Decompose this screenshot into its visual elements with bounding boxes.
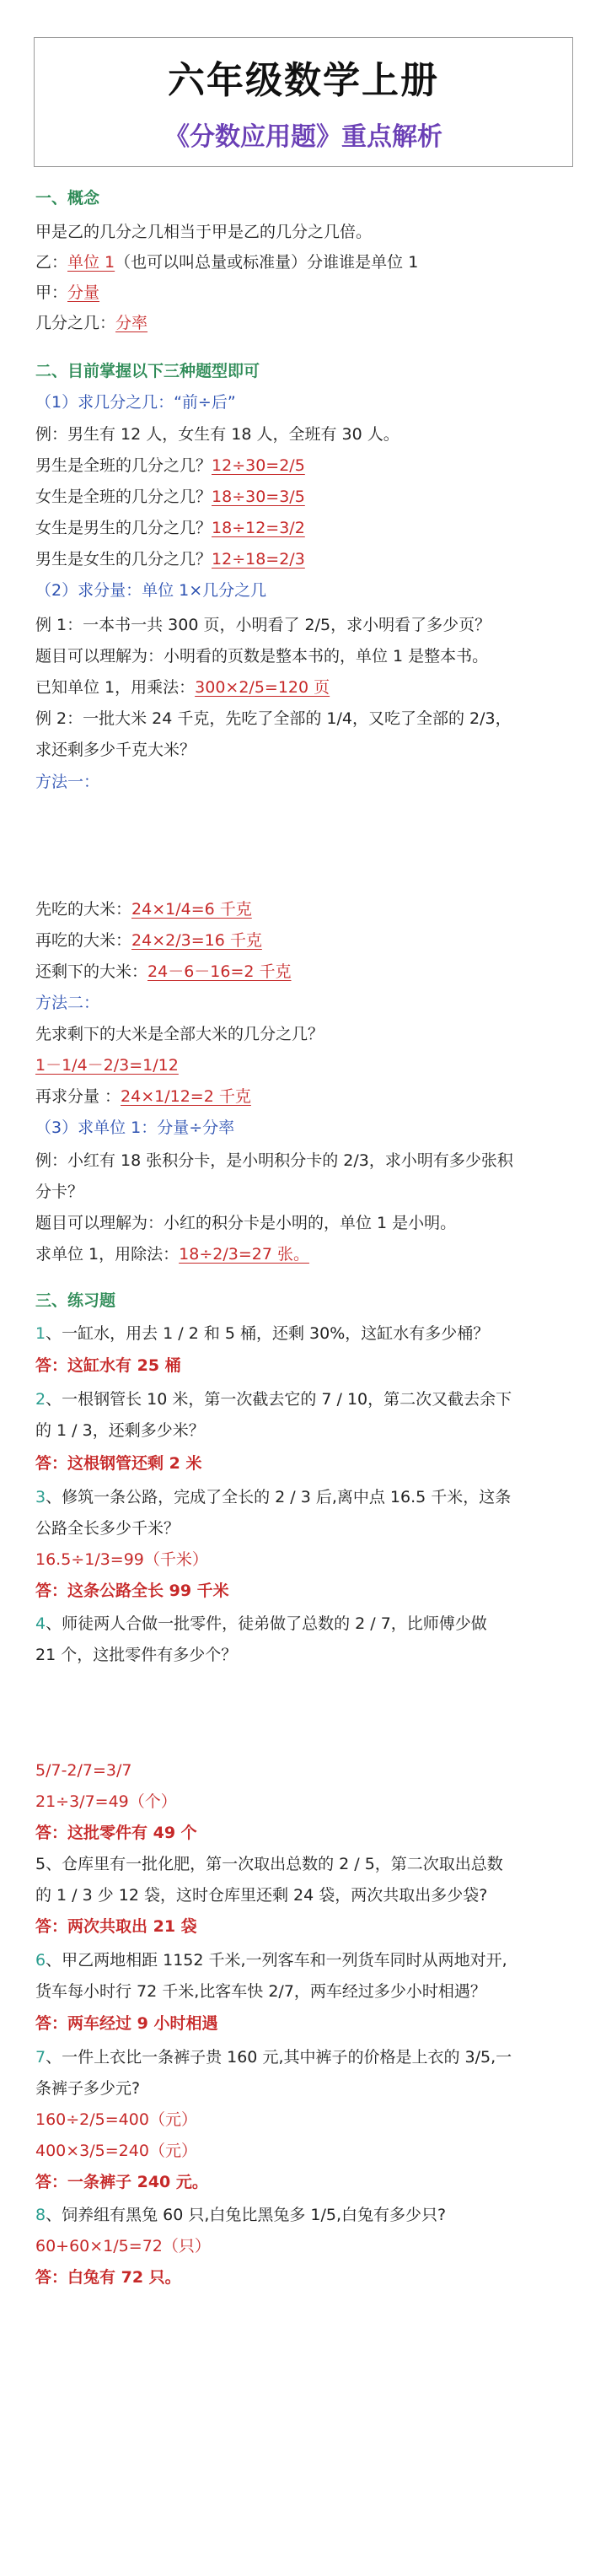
problem-4-calc-1: 5/7-2/7=3/7 — [35, 1761, 132, 1780]
method2-line-1: 先求剩下的大米是全部大米的几分之几？ — [35, 1025, 324, 1043]
type1-example: 例：男生有 12 人，女生有 18 人，全班有 30 人。 — [35, 425, 400, 444]
problem-7: 7、一件上衣比一条裤子贵 160 元,其中裤子的价格是上衣的 3/5,一 — [35, 2048, 512, 2067]
method1-line-3: 还剩下的大米：24－6－16=2 千克 — [35, 962, 292, 981]
problem-4-cont: 21 个，这批零件有多少个？ — [35, 1646, 238, 1664]
type3-solution: 求单位 1，用除法：18÷2/3=27 张。 — [35, 1245, 309, 1264]
concept-line-1: 甲是乙的几分之几相当于甲是乙的几分之几倍。 — [35, 223, 373, 241]
problem-7-cont: 条裤子多少元? — [35, 2079, 141, 2098]
concept-line-2: 乙：单位 1（也可以叫总量或标准量）分谁谁是单位 1 — [35, 253, 419, 272]
page-title: 六年级数学上册 — [168, 59, 439, 102]
page-subtitle: 《分数应用题》重点解析 — [164, 122, 442, 152]
type2-example1: 例 1：一本书一共 300 页，小明看了 2/5，求小明看了多少页？ — [35, 616, 491, 634]
method1-line-2: 再吃的大米：24×2/3=16 千克 — [35, 931, 262, 950]
problem-7-calc-2: 400×3/5=240（元） — [35, 2142, 197, 2160]
term-part: 分量 — [67, 283, 100, 302]
problem-4: 4、师徒两人合做一批零件，徒弟做了总数的 2 / 7，比师傅少做 — [35, 1614, 487, 1633]
type1-question-2: 女生是全班的几分之几？18÷30=3/5 — [35, 488, 305, 506]
type1-question-4: 男生是女生的几分之几？12÷18=2/3 — [35, 550, 305, 569]
type2-title: （2）求分量：单位 1×几分之几 — [35, 581, 267, 600]
concept-line-3: 甲：分量 — [35, 283, 100, 302]
problem-1-answer: 答：这缸水有 25 桶 — [35, 1356, 181, 1375]
problem-2: 2、一根钢管长 10 米，第一次截去它的 7 / 10，第二次又截去余下 — [35, 1390, 512, 1409]
problem-4-calc-2: 21÷3/7=49（个） — [35, 1792, 177, 1811]
problem-6-answer: 答：两车经过 9 小时相遇 — [35, 2014, 218, 2033]
problem-3: 3、修筑一条公路，完成了全长的 2 / 3 后,离中点 16.5 千米，这条 — [35, 1488, 512, 1506]
problem-3-calc: 16.5÷1/3=99（千米） — [35, 1550, 208, 1569]
method2-label: 方法二： — [35, 994, 100, 1012]
method1-label: 方法一： — [35, 773, 100, 791]
problem-5-answer: 答：两次共取出 21 袋 — [35, 1917, 197, 1936]
method2-line-2: 1－1/4－2/3=1/12 — [35, 1056, 179, 1075]
problem-6: 6、甲乙两地相距 1152 千米,一列客车和一列货车同时从两地对开, — [35, 1951, 507, 1970]
section-title-practice: 三、练习题 — [35, 1291, 116, 1310]
term-unit-one: 单位 1 — [67, 253, 115, 272]
problem-7-calc-1: 160÷2/5=400（元） — [35, 2110, 197, 2129]
type3-example-cont: 分卡？ — [35, 1183, 84, 1201]
type2-example1-explain: 题目可以理解为：小明看的页数是整本书的，单位 1 是整本书。 — [35, 647, 489, 666]
type3-example: 例：小红有 18 张积分卡，是小明积分卡的 2/3，求小明有多少张积 — [35, 1151, 513, 1170]
problem-8: 8、饲养组有黑兔 60 只,白兔比黑兔多 1/5,白兔有多少只? — [35, 2206, 447, 2224]
problem-8-answer: 答：白兔有 72 只。 — [35, 2268, 181, 2287]
problem-5-cont: 的 1 / 3 少 12 袋，这时仓库里还剩 24 袋，两次共取出多少袋? — [35, 1886, 488, 1905]
problem-8-calc: 60+60×1/5=72（只） — [35, 2237, 211, 2255]
problem-4-answer: 答：这批零件有 49 个 — [35, 1824, 197, 1842]
problem-5: 5、仓库里有一批化肥，第一次取出总数的 2 / 5，第二次取出总数 — [35, 1855, 503, 1873]
concept-line-4: 几分之几：分率 — [35, 314, 148, 332]
problem-3-cont: 公路全长多少千米？ — [35, 1519, 180, 1538]
method1-line-1: 先吃的大米：24×1/4=6 千克 — [35, 900, 252, 919]
type2-example1-solution: 已知单位 1，用乘法：300×2/5=120 页 — [35, 678, 330, 697]
type1-title: （1）求几分之几：“前÷后” — [35, 393, 236, 412]
type1-question-3: 女生是男生的几分之几？18÷12=3/2 — [35, 519, 305, 537]
type3-title: （3）求单位 1：分量÷分率 — [35, 1118, 235, 1137]
type3-explain: 题目可以理解为：小红的积分卡是小明的，单位 1 是小明。 — [35, 1214, 457, 1232]
problem-2-answer: 答：这根钢管还剩 2 米 — [35, 1454, 202, 1473]
problem-2-cont: 的 1 / 3，还剩多少米？ — [35, 1421, 205, 1440]
problem-6-cont: 货车每小时行 72 千米,比客车快 2/7，两车经过多少小时相遇？ — [35, 1982, 486, 2001]
type2-example2-question: 求还剩多少千克大米？ — [35, 741, 196, 759]
problem-1: 1、一缸水，用去 1 / 2 和 5 桶，还剩 30%，这缸水有多少桶？ — [35, 1324, 490, 1343]
type1-question-1: 男生是全班的几分之几？12÷30=2/5 — [35, 456, 305, 475]
problem-3-answer: 答：这条公路全长 99 千米 — [35, 1582, 229, 1600]
section-title-concept: 一、概念 — [35, 189, 100, 207]
header-box — [34, 37, 573, 167]
method2-line-3: 再求分量 ：24×1/12=2 千克 — [35, 1087, 251, 1106]
problem-7-answer: 答：一条裤子 240 元。 — [35, 2173, 208, 2191]
section-title-types: 二、目前掌握以下三种题型即可 — [35, 362, 260, 380]
type2-example2: 例 2：一批大米 24 千克，先吃了全部的 1/4，又吃了全部的 2/3， — [35, 709, 512, 728]
term-rate: 分率 — [115, 314, 148, 332]
